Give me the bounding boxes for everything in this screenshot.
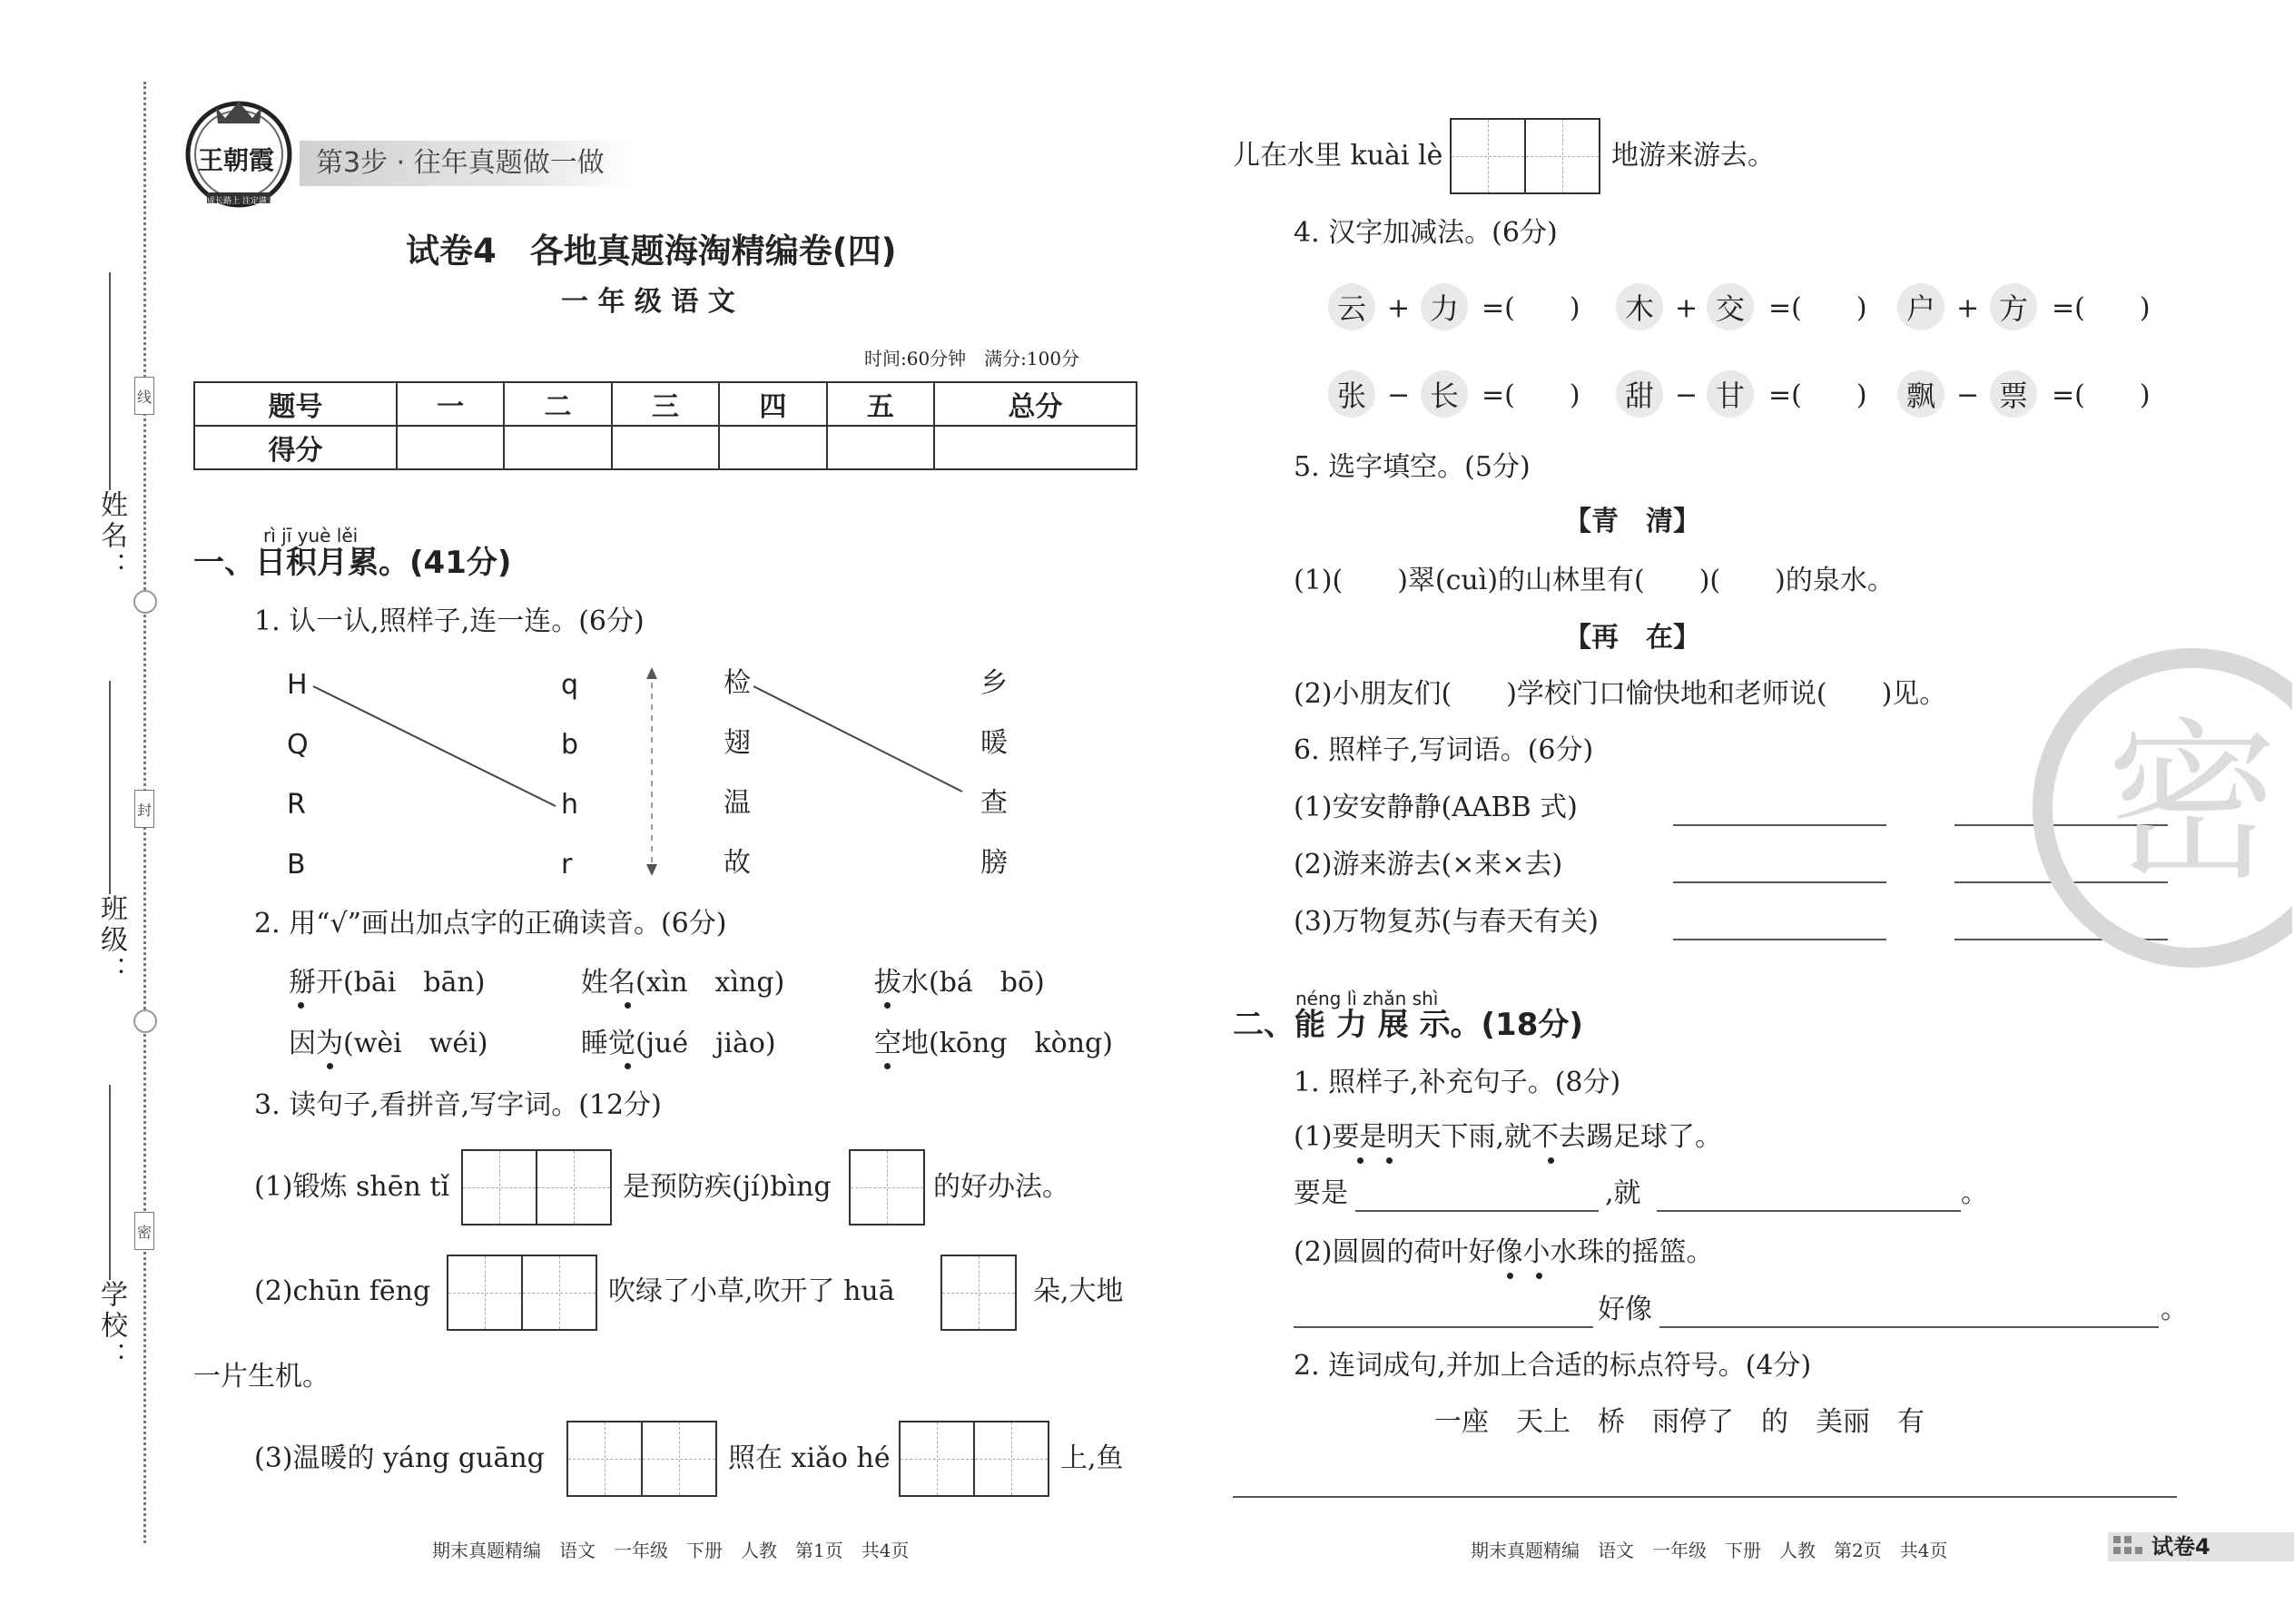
q4-plus: + — [1675, 292, 1698, 324]
school-field[interactable] — [109, 1085, 111, 1280]
seal-2: 封 — [134, 790, 154, 828]
q3-answer-grid[interactable] — [447, 1255, 597, 1331]
school-label: 学校： — [95, 1280, 127, 1373]
q4-char: 云 — [1328, 283, 1375, 330]
section1-pinyin: rì jī yuè lěi — [263, 525, 359, 546]
footer-grid-icon — [2113, 1534, 2146, 1560]
q4-char: 张 — [1328, 370, 1375, 418]
q5-pair1: 【青 清】 — [1564, 506, 1700, 537]
q4-char: 甘 — [1707, 370, 1754, 418]
q4-plus: + — [1956, 292, 1980, 324]
footer-tag: 试卷4 — [2151, 1534, 2210, 1560]
watermark-seal-icon — [2020, 635, 2292, 980]
q4-char: 甜 — [1616, 370, 1663, 418]
s2q1-text: 1. 照样子,补充句子。(8分) — [1294, 1067, 1621, 1098]
q3-text: 3. 读句子,看拼音,写字词。(12分) — [254, 1089, 662, 1121]
s2q1-answer-line[interactable] — [1294, 1326, 1593, 1328]
q4-char: 票 — [1990, 370, 2037, 418]
q3-s3b: 照在 xiǎo hé — [728, 1442, 891, 1474]
section1-title: 一、日积月累。(41分) — [193, 545, 512, 581]
q3-s2d: 一片生机。 — [193, 1361, 330, 1393]
q4-minus: − — [1387, 379, 1411, 411]
q3-s1c: 的好办法。 — [933, 1171, 1069, 1203]
logo-caption: 成长路上 注定满天 — [207, 197, 275, 206]
q2-item[interactable]: 睡觉(jué jiào) — [581, 1028, 776, 1059]
q4-char: 力 — [1421, 283, 1468, 330]
step-label: 第3步 · 往年真题做一做 — [316, 147, 605, 179]
logo-name: 王朝霞 — [198, 145, 275, 175]
q6-item: (2)游来游去(×来×去) — [1294, 849, 1563, 881]
score-header-cell: 三 — [612, 382, 719, 426]
q1-char[interactable]: 故 — [724, 847, 751, 879]
name-label: 姓名： — [95, 490, 127, 583]
q2-item[interactable]: 姓名(xìn xìng) — [581, 967, 785, 999]
paper-title: 试卷4 各地真题海淘精编卷(四) — [406, 231, 897, 271]
seal-3: 密 — [134, 1212, 154, 1250]
footer-right: 期末真题精编 语文 一年级 下册 人教 第2页 共4页 — [1471, 1540, 1948, 1561]
score-header-cell: 总分 — [934, 382, 1137, 426]
q1-char[interactable]: 翅 — [724, 727, 751, 759]
q3-answer-grid[interactable] — [566, 1421, 717, 1497]
q2-item[interactable]: 因为(wèi wéi) — [289, 1028, 488, 1059]
emphasis-dot — [298, 1002, 304, 1009]
q4-answer[interactable]: =( ) — [1482, 379, 1580, 411]
q4-answer[interactable]: =( ) — [2052, 379, 2151, 411]
binding-ring-2 — [133, 1009, 157, 1033]
s2q1-fill1c: 。 — [1961, 1177, 1988, 1209]
q5-text: 5. 选字填空。(5分) — [1294, 451, 1531, 483]
score-header-cell: 二 — [504, 382, 611, 426]
q4-text: 4. 汉字加减法。(6分) — [1294, 217, 1558, 249]
emphasis-dot — [1386, 1157, 1393, 1164]
q4-char: 飘 — [1897, 370, 1944, 418]
q4-char: 木 — [1616, 283, 1663, 330]
q4-answer[interactable]: =( ) — [1768, 292, 1867, 324]
footer-left: 期末真题精编 语文 一年级 下册 人教 第1页 共4页 — [432, 1540, 910, 1561]
q6-answer-line[interactable] — [1673, 824, 1886, 826]
q2-item[interactable]: 空地(kōng kòng) — [874, 1028, 1113, 1059]
svg-text:密: 密 — [2105, 703, 2279, 903]
q3-answer-grid[interactable] — [899, 1421, 1049, 1497]
q5-s2[interactable]: (2)小朋友们( )学校门口愉快地和老师说( )见。 — [1294, 678, 1947, 710]
q4-char: 长 — [1421, 370, 1468, 418]
q1-letter[interactable]: Q — [287, 729, 309, 761]
time-info: 时间:60分钟 满分:100分 — [864, 348, 1080, 369]
q6-answer-line[interactable] — [1673, 881, 1886, 883]
paper-subtitle: 一 年 级 语 文 — [561, 286, 735, 318]
s2q1-example1: (1)要是明天下雨,就不去踢足球了。 — [1294, 1121, 1723, 1153]
q2-text: 2. 用“√”画出加点字的正确读音。(6分) — [254, 908, 727, 940]
q3-answer-grid[interactable] — [940, 1255, 1017, 1331]
q4-plus: + — [1387, 292, 1411, 324]
s2q1-answer-line[interactable] — [1659, 1326, 2159, 1328]
score-header-cell: 一 — [397, 382, 504, 426]
q4-char: 交 — [1707, 283, 1754, 330]
q1-letter[interactable]: q — [561, 669, 579, 701]
emphasis-dot — [1507, 1273, 1513, 1279]
emphasis-dot — [327, 1063, 333, 1069]
q3-s3c: 上,鱼 — [1060, 1442, 1124, 1474]
score-header-cell: 五 — [827, 382, 934, 426]
q3-answer-grid[interactable] — [461, 1149, 612, 1225]
emphasis-dot — [884, 1063, 891, 1069]
q4-answer[interactable]: =( ) — [1482, 292, 1580, 324]
q3-s2b: 吹绿了小草,吹开了 huā — [608, 1275, 895, 1307]
q5-pair2: 【再 在】 — [1564, 622, 1700, 654]
q4-minus: − — [1675, 379, 1698, 411]
q1-char[interactable]: 检 — [724, 667, 751, 699]
q4-char: 户 — [1897, 283, 1944, 330]
q3-s3a: (3)温暖的 yáng guāng — [254, 1442, 545, 1474]
s2q1-fill1a: 要是 — [1294, 1177, 1348, 1209]
s2q1-fill2a: 好像 — [1598, 1294, 1652, 1325]
section2-title: 二、能 力 展 示。(18分) — [1233, 1007, 1583, 1043]
q1-char[interactable]: 查 — [980, 787, 1008, 819]
q6-answer-line[interactable] — [1673, 939, 1886, 940]
q4-char: 方 — [1990, 283, 2037, 330]
s2q1-fill1b: ,就 — [1605, 1177, 1641, 1209]
q1-letter[interactable]: B — [287, 849, 306, 881]
q1-letter[interactable]: r — [561, 849, 573, 881]
s2q1-answer-line[interactable] — [1657, 1210, 1961, 1212]
class-label: 班级： — [95, 894, 127, 987]
q6-item: (3)万物复苏(与春天有关) — [1294, 906, 1599, 938]
score-header-cell: 四 — [719, 382, 826, 426]
s2q1-example2: (2)圆圆的荷叶好像小水珠的摇篮。 — [1294, 1236, 1714, 1268]
q4-minus: − — [1956, 379, 1980, 411]
score-row-label: 得分 — [194, 426, 397, 469]
q1-letter[interactable]: R — [287, 789, 306, 821]
emphasis-dot — [625, 1063, 631, 1069]
q6-item: (1)安安静静(AABB 式) — [1294, 792, 1578, 823]
q3-answer-grid[interactable] — [1450, 118, 1600, 194]
s2q1-answer-line[interactable] — [1355, 1210, 1599, 1212]
q3-answer-grid[interactable] — [849, 1149, 925, 1225]
emphasis-dot — [625, 1002, 631, 1009]
q3-s3e: 地游来游去。 — [1611, 140, 1775, 172]
q3-s1a: (1)锻炼 shēn tǐ — [254, 1171, 450, 1203]
q1-letter[interactable]: h — [561, 789, 579, 821]
q1-char[interactable]: 暖 — [980, 727, 1008, 759]
q2-item[interactable]: 拔水(bá bō) — [874, 967, 1045, 999]
emphasis-dot — [1548, 1157, 1554, 1164]
q3-s2c: 朵,大地 — [1033, 1275, 1124, 1307]
q1-text: 1. 认一认,照样子,连一连。(6分) — [254, 605, 645, 637]
q6-text: 6. 照样子,写词语。(6分) — [1294, 734, 1594, 766]
q1-char[interactable]: 温 — [724, 787, 751, 819]
emphasis-dot — [884, 1002, 891, 1009]
q1-letter[interactable]: b — [561, 729, 579, 761]
q3-s1b: 是预防疾(jí)bìng — [623, 1171, 832, 1203]
q4-answer[interactable]: =( ) — [2052, 292, 2151, 324]
emphasis-dot — [1536, 1273, 1542, 1279]
q1-char[interactable]: 膀 — [980, 847, 1008, 879]
q5-s1[interactable]: (1)( )翠(cuì)的山林里有( )( )的泉水。 — [1294, 565, 1895, 596]
emphasis-dot — [1357, 1157, 1364, 1164]
q1-letter[interactable]: H — [287, 669, 308, 701]
q4-answer[interactable]: =( ) — [1768, 379, 1867, 411]
s2q1-fill2b: 。 — [2161, 1294, 2188, 1325]
q3-s3d: 儿在水里 kuài lè — [1233, 140, 1443, 172]
section2-pinyin: néng lì zhǎn shì — [1295, 988, 1439, 1009]
q1-connect-lines — [0, 0, 1144, 908]
q1-char[interactable]: 乡 — [980, 667, 1008, 699]
s2q2-text: 2. 连词成句,并加上合适的标点符号。(4分) — [1294, 1350, 1812, 1382]
s2q2-answer-line[interactable] — [1233, 1496, 2177, 1498]
q3-s2a: (2)chūn fēng — [254, 1275, 431, 1307]
seal-1: 线 — [134, 377, 154, 415]
q2-item[interactable]: 掰开(bāi bān) — [289, 967, 486, 999]
s2q2-words: 一座 天上 桥 雨停了 的 美丽 有 — [1434, 1406, 1925, 1438]
score-header-cell: 题号 — [194, 382, 397, 426]
